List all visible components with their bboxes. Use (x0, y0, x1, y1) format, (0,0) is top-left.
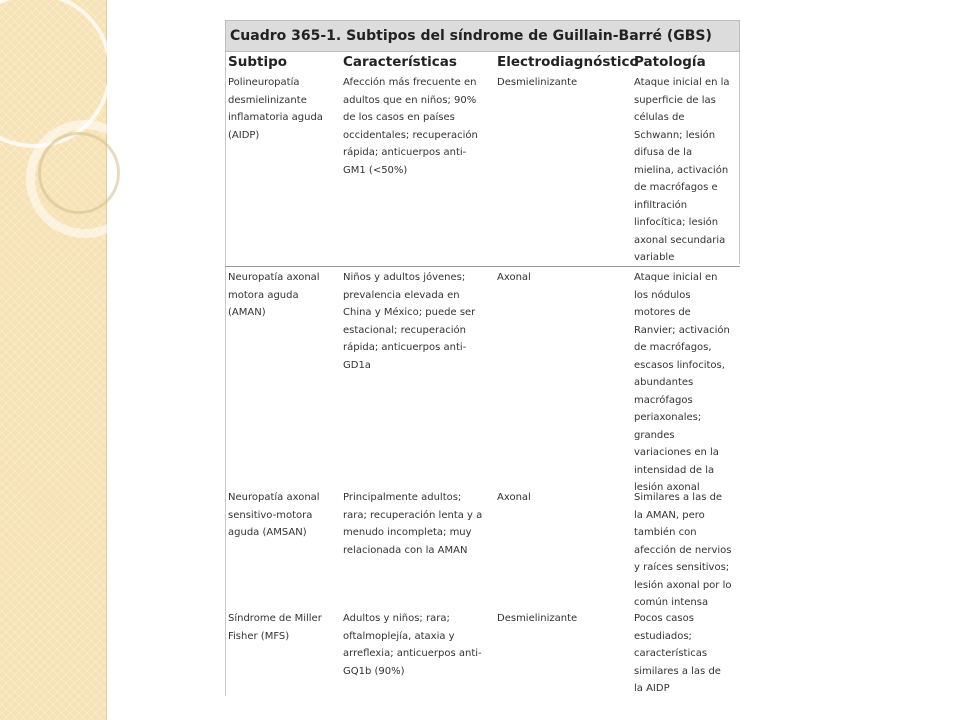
cell-subtipo: Síndrome de Miller Fisher (MFS) (228, 613, 322, 642)
table-header-row (225, 53, 740, 71)
header-patologia: Patología (634, 54, 706, 70)
cell-patologia: Ataque inicial en los nódulos motores de Ranvier; activación de macrófagos, escasos linfocitos, abundantes macrófagos periaxonales; grandes variaciones en la intensidad de la lesión axonal (634, 272, 730, 493)
header-caracteristicas: Características (343, 54, 457, 70)
cell-caracteristicas: Principalmente adultos; rara; recuperación lenta y a menudo incompleta; muy relacionada con la AMAN (343, 492, 483, 556)
cell-electrodiagnostico: Axonal (497, 492, 531, 503)
table-document (225, 20, 740, 696)
cell-patologia: Pocos casos estudiados; características similares a las de la AIDP (634, 613, 721, 694)
header-electrodiagnostico: Electrodiagnóstico (497, 54, 639, 70)
table-right-border (739, 52, 740, 264)
cell-caracteristicas: Niños y adultos jóvenes; prevalencia elevada en China y México; puede ser estacional; recuperación rápida; anticuerpos anti- GD1a (343, 272, 476, 371)
table-title: Cuadro 365-1. Subtipos del síndrome de Guillain-Barré (GBS) (225, 20, 740, 52)
table-left-border (225, 52, 226, 696)
cell-subtipo: Neuropatía axonal motora aguda (AMAN) (228, 272, 320, 318)
cell-caracteristicas: Afección más frecuente en adultos que en niños; 90% de los casos en países occidentales; recuperación rápida; anticuerpos anti- GM1 (<50%) (343, 77, 478, 176)
cell-subtipo: Polineuropatía desmielinizante inflamatoria aguda (AIDP) (228, 77, 323, 141)
cell-electrodiagnostico: Axonal (497, 272, 531, 283)
cell-electrodiagnostico: Desmielinizante (497, 77, 578, 88)
decorative-side-band (0, 0, 107, 720)
decorative-ring (38, 132, 120, 214)
cell-patologia: Similares a las de la AMAN, pero también con afección de nervios y raíces sensitivos; lesión axonal por lo común intensa (634, 492, 732, 608)
cell-patologia: Ataque inicial en la superficie de las células de Schwann; lesión difusa de la mielina, activación de macrófagos e infiltración linfocítica; lesión axonal secundaria variable (634, 77, 730, 263)
header-subtipo: Subtipo (228, 54, 288, 70)
cell-electrodiagnostico: Desmielinizante (497, 613, 578, 624)
cell-subtipo: Neuropatía axonal sensitivo-motora aguda (AMSAN) (228, 492, 320, 538)
cell-caracteristicas: Adultos y niños; rara; oftalmoplejía, ataxia y arreflexia; anticuerpos anti- GQ1b (90%) (343, 613, 482, 677)
